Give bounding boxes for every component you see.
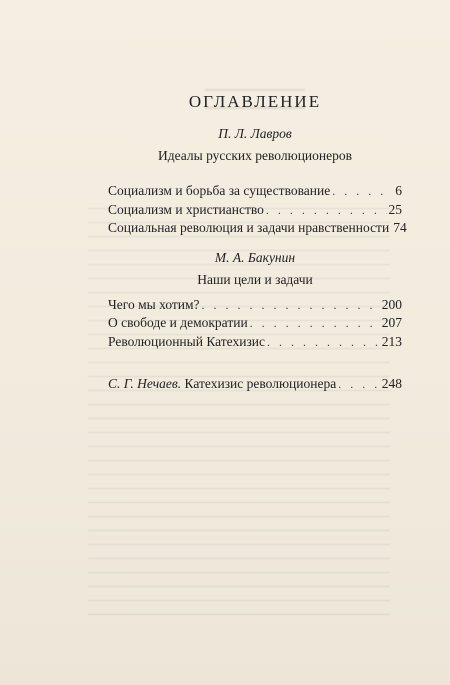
toc-entry-label: Чего мы хотим? [108,296,200,312]
toc-entry-page: 200 [381,296,402,312]
toc-entry [108,296,402,315]
section-author: П. Л. Лавров [218,126,292,141]
toc-entry-label: О свободе и демократии [108,315,248,330]
toc-entry-nechaev [108,375,402,394]
toc-entry-page: 213 [381,333,402,349]
section-work-title: Наши цели и задачи [197,271,313,287]
toc-entry [108,314,402,333]
toc-entry [108,201,402,220]
entry-title: Катехизис революционера [184,376,337,391]
dot-leader [266,201,387,220]
toc-entry-label [108,375,336,394]
toc-section-bakunin [108,250,402,352]
toc-entry-page: 74 [393,220,407,235]
toc-section-lavrov [108,126,407,238]
section-work-title: Идеалы русских революционеров [158,148,352,163]
toc-entry [108,182,402,201]
toc-entry [108,219,407,238]
toc-entry-label: Революционный Катехизис [108,333,266,349]
toc-entry-label: Социализм и борьба за существование [108,183,331,198]
dot-leader [202,296,380,315]
dot-leader [338,375,380,394]
toc-entry-page: 6 [395,183,402,198]
dot-leader [267,333,380,352]
toc-entry-page: 207 [381,315,402,330]
dot-leader [250,314,380,333]
toc-entry-page: 25 [388,201,402,217]
section-author: М. А. Бакунин [214,249,296,265]
toc-title: ОГЛАВЛЕНИЕ [188,92,322,111]
toc-entry [108,333,402,352]
toc-entry-label: Социальная революция и задачи нравственности [108,220,390,235]
table-of-contents [108,92,407,394]
toc-entry-label: Социализм и христианство [108,201,264,217]
dot-leader [332,182,393,201]
toc-entry-page: 248 [381,376,402,391]
entry-author: С. Г. Нечаев. [108,376,182,391]
